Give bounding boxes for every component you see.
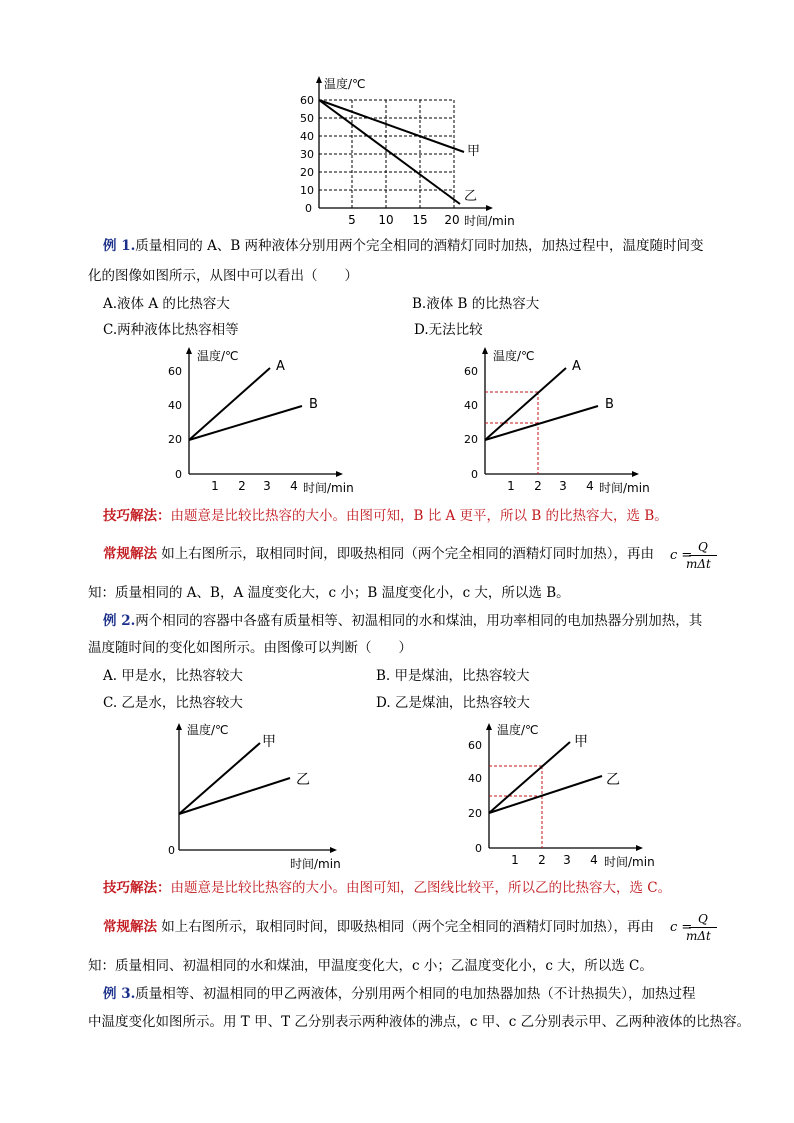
chart2-xtick: 1 xyxy=(211,479,219,493)
ex3-label: 例 3. xyxy=(103,986,136,1002)
ex1-label: 例 1. xyxy=(103,238,136,254)
chart1-ytick: 10 xyxy=(300,184,314,197)
chart3-ytick: 20 xyxy=(464,433,478,446)
chart1-xtick: 10 xyxy=(378,213,394,227)
ex2-option-a: A. 甲是水，比热容较大 xyxy=(103,668,243,684)
chart1-xlabel: 时间/min xyxy=(464,214,515,228)
chart1-series-yi xyxy=(319,100,460,204)
chart3-series-a xyxy=(485,368,566,440)
ex2-option-b: B. 甲是煤油，比热容较大 xyxy=(376,668,530,684)
chart3-legend-b: B xyxy=(605,397,614,412)
chart3-xtick: 4 xyxy=(586,479,594,493)
chart1-legend-jia: 甲 xyxy=(467,144,481,159)
chart5-xlabel: 时间/min xyxy=(604,855,655,869)
ex1-option-b: B.液体 B 的比热容大 xyxy=(412,296,540,312)
chart5-ytick: 0 xyxy=(475,842,482,855)
ex2-label: 例 2. xyxy=(103,613,136,629)
chart2-xtick: 2 xyxy=(238,479,246,493)
chart2-series-a xyxy=(189,368,270,440)
ex1-option-c: C.两种液体比热容相等 xyxy=(103,322,239,338)
chart5-ytick: 20 xyxy=(468,807,482,820)
chart5-xtick: 1 xyxy=(511,853,519,867)
chart2-xlabel: 时间/min xyxy=(303,481,354,495)
chart3-ylabel: 温度/℃ xyxy=(493,349,535,363)
chart5-xtick: 2 xyxy=(538,853,546,867)
chart-top xyxy=(290,72,530,232)
chart1-xtick: 5 xyxy=(348,213,356,227)
chart3-xtick: 1 xyxy=(507,479,515,493)
ex2-normal-label: 常规解法 xyxy=(103,919,157,935)
ex2-option-d: D. 乙是煤油，比热容较大 xyxy=(376,695,530,711)
chart1-series-jia xyxy=(319,100,464,152)
chart1-ytick: 0 xyxy=(305,202,312,215)
chart1-ylabel: 温度/℃ xyxy=(324,77,366,91)
chart2-xtick: 3 xyxy=(263,479,271,493)
chart4-ylabel: 温度/℃ xyxy=(187,723,229,737)
chart4-legend-yi: 乙 xyxy=(296,772,310,788)
ex2-line1: 例 2.两个相同的容器中各盛有质量相等、初温相同的水和煤油，用功率相同的电加热器分别加热，其 xyxy=(103,613,703,629)
chart1-ytick: 50 xyxy=(300,112,314,125)
chart2-ytick: 60 xyxy=(168,365,182,378)
chart3-ytick: 0 xyxy=(471,468,478,481)
chart3-xtick: 2 xyxy=(534,479,542,493)
chart4-legend-jia: 甲 xyxy=(262,734,276,750)
ex1-trick: 技巧解法：由题意是比较比热容的大小。由图可知，B 比 A 更平，所以 B 的比热容大，选 B。 xyxy=(103,508,668,524)
ex3-line1: 例 3.质量相等、初温相同的甲乙两液体，分别用两个相同的电加热器加热（不计热损失），加热过程 xyxy=(103,986,696,1002)
chart3-xtick: 3 xyxy=(559,479,567,493)
chart-ex1-right xyxy=(456,342,666,498)
ex1-normal-label: 常规解法 xyxy=(103,546,157,562)
chart1-ytick: 30 xyxy=(300,148,314,161)
chart5-ytick: 40 xyxy=(468,772,482,785)
chart4-series-yi xyxy=(179,778,290,814)
ex1-normal-line2: 知：质量相同的 A、B，A 温度变化大，c 小；B 温度变化小，c 大，所以选 B。 xyxy=(88,585,570,601)
chart2-series-b xyxy=(189,406,302,440)
chart1-ytick: 60 xyxy=(300,94,314,107)
ex2-normal: 常规解法 如上右图所示，取相同时间，即吸热相同（两个完全相同的酒精灯同时加热），再由 xyxy=(103,919,655,935)
chart4-series-jia xyxy=(179,743,260,814)
chart-ex2-right xyxy=(460,718,670,874)
chart2-ytick: 20 xyxy=(168,433,182,446)
chart2-legend-a: A xyxy=(276,359,285,374)
ex1-normal: 常规解法 如上右图所示，取相同时间，即吸热相同（两个完全相同的酒精灯同时加热），再由 xyxy=(103,546,655,562)
chart4-ytick: 0 xyxy=(168,844,175,857)
chart2-ytick: 0 xyxy=(175,468,182,481)
chart-ex2-left xyxy=(150,718,360,874)
chart3-xlabel: 时间/min xyxy=(599,481,650,495)
ex1-option-d: D.无法比较 xyxy=(414,322,483,338)
chart2-legend-b: B xyxy=(309,397,318,412)
chart5-series-yi xyxy=(489,776,602,813)
chart5-series-jia xyxy=(489,742,570,813)
chart1-ytick: 20 xyxy=(300,166,314,179)
ex2-normal-line2: 知：质量相同、初温相同的水和煤油，甲温度变化大，c 小；乙温度变化小，c 大，所以选 C。 xyxy=(88,958,653,974)
ex2-trick-label: 技巧解法： xyxy=(103,880,171,896)
ex2-trick: 技巧解法：由题意是比较比热容的大小。由图可知，乙图线比较平，所以乙的比热容大，选 C。 xyxy=(103,880,672,896)
chart1-xtick: 20 xyxy=(444,213,460,227)
chart5-xtick: 4 xyxy=(590,853,598,867)
ex1-line2: 化的图像如图所示，从图中可以看出（ ） xyxy=(88,268,358,284)
chart-ex1-left xyxy=(160,342,360,498)
ex2-line2: 温度随时间的变化如图所示。由图像可以判断（ ） xyxy=(88,640,412,656)
ex2-option-c: C. 乙是水，比热容较大 xyxy=(103,695,243,711)
chart3-ytick: 60 xyxy=(464,365,478,378)
ex1-line1: 例 1.质量相同的 A、B 两种液体分别用两个完全相同的酒精灯同时加热，加热过程中，温度随时间变 xyxy=(103,238,704,254)
chart5-legend-yi: 乙 xyxy=(606,772,620,788)
chart3-ytick: 40 xyxy=(464,399,478,412)
chart4-xlabel: 时间/min xyxy=(290,857,341,871)
chart1-ytick: 40 xyxy=(300,130,314,143)
chart5-ytick: 60 xyxy=(468,739,482,752)
chart1-xtick: 15 xyxy=(412,213,428,227)
ex1-trick-label: 技巧解法： xyxy=(103,508,171,524)
chart2-ytick: 40 xyxy=(168,399,182,412)
ex1-option-a: A.液体 A 的比热容大 xyxy=(103,296,230,312)
ex3-line2: 中温度变化如图所示。用 T 甲、T 乙分别表示两种液体的沸点，c 甲、c 乙分别表示甲、乙两种液体的比热容。 xyxy=(88,1014,751,1030)
chart1-legend-yi: 乙 xyxy=(464,189,478,204)
chart5-ylabel: 温度/℃ xyxy=(497,723,539,737)
chart3-legend-a: A xyxy=(572,359,581,374)
chart5-legend-jia: 甲 xyxy=(574,734,588,750)
chart2-ylabel: 温度/℃ xyxy=(197,349,239,363)
chart2-xtick: 4 xyxy=(290,479,298,493)
chart5-xtick: 3 xyxy=(563,853,571,867)
